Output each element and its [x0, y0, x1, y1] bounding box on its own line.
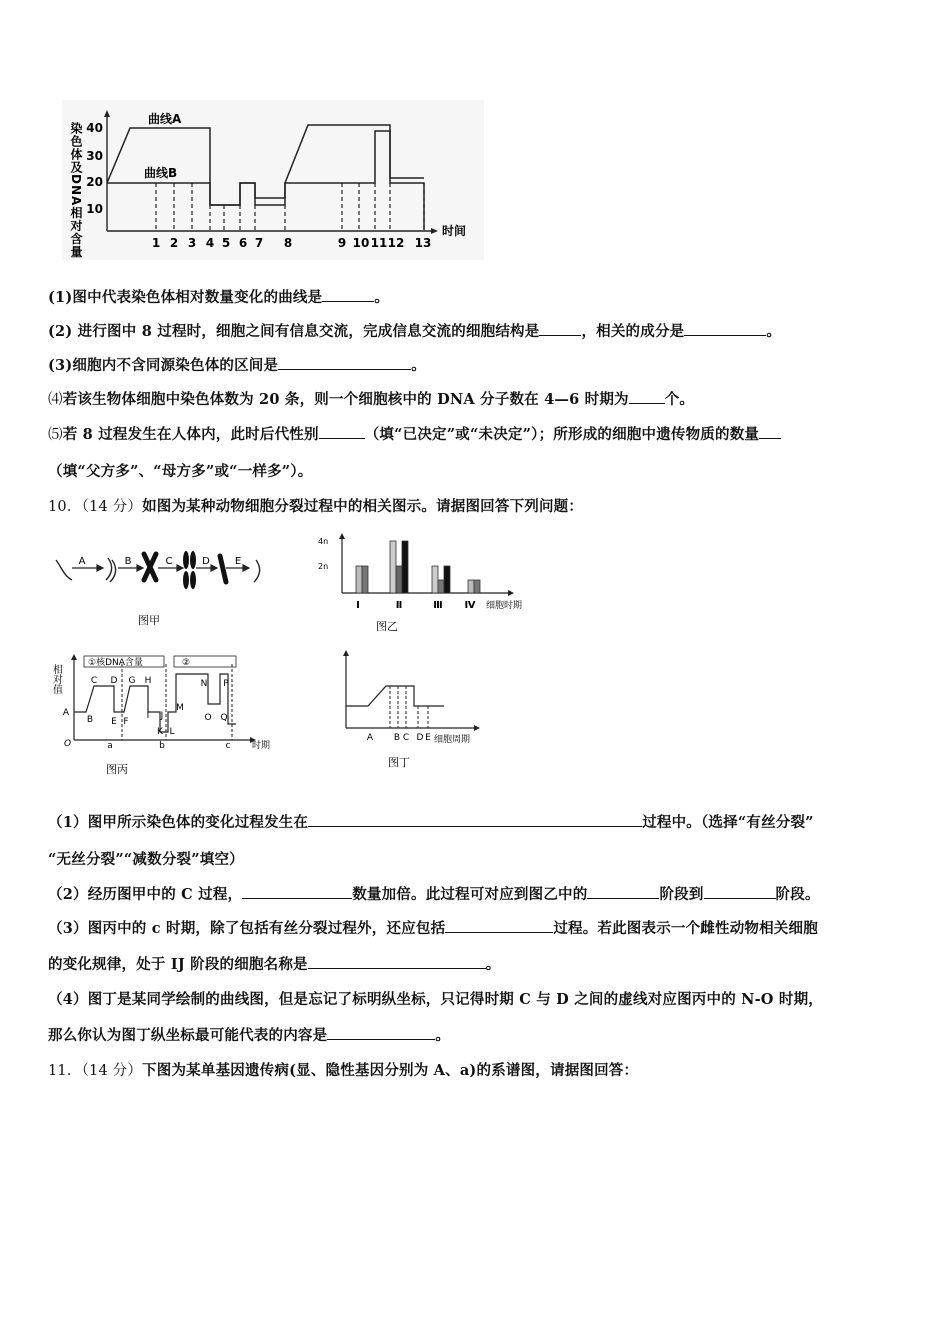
bing-point: F — [123, 717, 129, 727]
bing-caption: 图丙 — [106, 763, 128, 776]
figure1-xtick: 7 — [254, 236, 264, 250]
jia-label: A — [78, 556, 86, 567]
figure1-xtick: 9 — [337, 236, 347, 250]
yi-xlabel: 细胞时期 — [486, 601, 523, 611]
q10-part2: （2）经历图甲中的 C 过程， 数量加倍。此过程可对应到图乙中的 阶段到 阶段。 — [48, 886, 820, 903]
bing-point: L — [169, 727, 175, 737]
ding-xmark: B — [393, 733, 401, 743]
figure1-ytick: 20 — [86, 175, 103, 189]
figure1-xtick: 5 — [221, 236, 231, 250]
q10-part3: （3）图丙中的 c 时期，除了包括有丝分裂过程外，还应包括 过程。若此图表示一个雌性动物相关细胞 — [48, 920, 818, 937]
answer-blank[interactable] — [278, 356, 411, 370]
bing-point: G — [128, 676, 136, 686]
bing-origin: O — [64, 739, 72, 749]
ding-xmark: D — [416, 733, 424, 743]
bing-point: D — [110, 676, 118, 686]
bing-xmark: c — [225, 741, 231, 751]
ding-xmark: A — [366, 733, 374, 743]
yi-category: Ⅲ — [433, 600, 443, 611]
figure-jia — [48, 540, 278, 630]
answer-blank[interactable] — [322, 288, 374, 302]
bing-point: O — [204, 713, 212, 723]
bing-ylabel: 相对值 — [50, 664, 62, 694]
figure1-ytick: 40 — [86, 121, 103, 135]
answer-blank[interactable] — [684, 322, 766, 336]
jia-label: C — [165, 556, 173, 567]
yi-ytick: 2n — [318, 562, 329, 571]
q10-part3-cont: 的变化规律，处于 IJ 阶段的细胞名称是 。 — [48, 956, 501, 973]
q9-part5: ⑸若 8 过程发生在人体内，此时后代性别 （填“已决定”或“未决定”）；所形成的细胞中遗传物质的数量 — [48, 423, 781, 444]
bing-point: H — [144, 676, 152, 686]
figure1-xtick: 12 — [387, 236, 405, 250]
q10-stem: 10．（14 分）如图为某种动物细胞分裂过程中的相关图示。请据图回答下列问题： — [48, 498, 584, 515]
q10-part1-cont: “无丝分裂”“减数分裂”填空） — [48, 851, 244, 868]
bing-point: M — [176, 703, 184, 713]
yi-category: Ⅳ — [464, 600, 476, 611]
yi-caption: 图乙 — [376, 620, 398, 633]
figure1-xtick: 3 — [187, 236, 197, 250]
answer-blank[interactable] — [704, 885, 776, 899]
bing-xlabel: 时期 — [252, 741, 271, 751]
answer-blank[interactable] — [587, 885, 659, 899]
figure1-xtick: 1 — [151, 236, 161, 250]
jia-label: E — [234, 556, 242, 567]
bing-label1: ①核DNA含量 — [88, 658, 143, 668]
yi-bars — [356, 541, 480, 593]
figure1-xtick: 10 — [352, 236, 370, 250]
jia-caption: 图甲 — [138, 614, 160, 627]
figure1-xtick: 6 — [238, 236, 248, 250]
bing-point: Q — [220, 713, 228, 723]
ding-xmark: C — [402, 733, 410, 743]
curve-a-label: 曲线A — [148, 112, 182, 126]
yi-ytick: 4n — [318, 537, 329, 546]
q9-part3: (3)细胞内不含同源染色体的区间是 。 — [48, 357, 426, 374]
figure1-xtick: 4 — [205, 236, 215, 250]
answer-blank[interactable] — [308, 813, 642, 827]
q11-stem: 11．（14 分）下图为某单基因遗传病(显、隐性基因分别为 A、a)的系谱图，请据图回答： — [48, 1062, 639, 1079]
bing-point: C — [90, 676, 98, 686]
q9-part5-cont: （填“父方多”、“母方多”或“一样多”）。 — [48, 463, 313, 480]
q10-part4: （4）图丁是某同学绘制的曲线图，但是忘记了标明纵坐标，只记得时期 C 与 D 之间的虚线对应图丙中的 N-O 时期， — [48, 991, 823, 1008]
figure1-xtick: 13 — [414, 236, 432, 250]
figure1-xtick: 2 — [169, 236, 179, 250]
chromosome-dna-curve-figure — [62, 100, 484, 260]
answer-blank[interactable] — [242, 885, 352, 899]
figure1-xtick: 11 — [370, 236, 388, 250]
bing-point: I — [146, 711, 150, 721]
figure1-ytick: 10 — [86, 202, 103, 216]
answer-blank[interactable] — [308, 955, 486, 969]
ding-xlabel: 细胞周期 — [434, 735, 471, 745]
ding-caption: 图丁 — [388, 756, 410, 769]
figure-ding — [340, 648, 490, 774]
yi-category: Ⅱ — [395, 600, 403, 611]
figure1-xtick: 8 — [283, 236, 293, 250]
bing-point: K — [157, 727, 163, 737]
q10-part1: （1）图甲所示染色体的变化过程发生在 过程中。（选择“有丝分裂” — [48, 814, 814, 831]
figure-bing — [52, 652, 274, 780]
bing-point: N — [200, 679, 208, 689]
bing-point: J — [160, 711, 164, 721]
q9-part1: (1)图中代表染色体相对数量变化的曲线是 。 — [48, 289, 390, 306]
figure-yi — [310, 530, 535, 638]
bing-point: E — [111, 717, 117, 727]
bing-point: B — [86, 715, 94, 725]
answer-blank[interactable] — [539, 322, 581, 336]
figure1-ylabel: 染色体及DNA相对含量 — [69, 122, 83, 259]
answer-blank[interactable] — [629, 390, 665, 404]
answer-blank[interactable] — [445, 919, 553, 933]
q9-part2: (2) 进行图中 8 过程时，细胞之间有信息交流，完成信息交流的细胞结构是 ，相关的成分是 。 — [48, 323, 782, 340]
yi-category: Ⅰ — [356, 600, 360, 611]
figure1-ytick: 30 — [86, 149, 103, 163]
q10-part4-cont: 那么你认为图丁纵坐标最可能代表的内容是 。 — [48, 1027, 451, 1044]
answer-blank[interactable] — [327, 1026, 435, 1040]
ding-xmark: E — [425, 733, 431, 743]
bing-point: A — [62, 708, 70, 718]
jia-label: D — [202, 556, 210, 567]
curve-b-label: 曲线B — [144, 166, 178, 180]
answer-blank[interactable] — [319, 425, 365, 439]
bing-xmark: b — [159, 741, 165, 751]
bing-xmark: a — [107, 741, 113, 751]
q9-part4: ⑷若该生物体细胞中染色体数为 20 条，则一个细胞核中的 DNA 分子数在 4—6 时期为 个。 — [48, 391, 695, 408]
figure1-xlabel: 时间 — [442, 224, 467, 238]
bing-point: P — [223, 679, 229, 689]
jia-label: B — [124, 556, 132, 567]
answer-blank[interactable] — [759, 425, 781, 439]
bing-label2: ② — [182, 658, 191, 668]
